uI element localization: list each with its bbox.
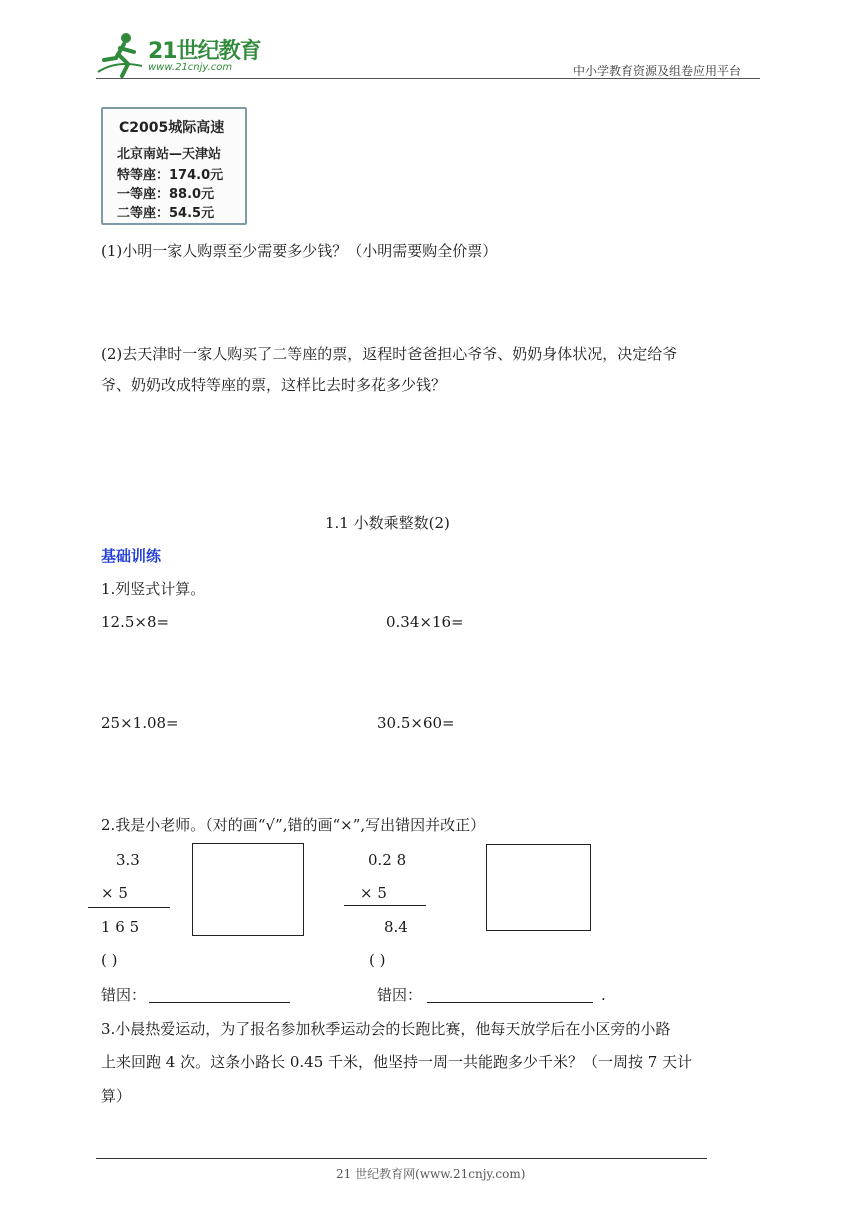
- q2-left-result: 1 6 5: [101, 918, 140, 936]
- ticket-train: C2005城际高速: [119, 120, 225, 136]
- train-ticket: [101, 107, 247, 225]
- q2-right-mul: × 5: [360, 884, 387, 902]
- section-subtitle: 基础训练: [101, 547, 162, 565]
- section-title: 1.1 小数乘整数(2): [325, 514, 450, 532]
- ticket-route: 北京南站—天津站: [117, 147, 222, 162]
- q2-prompt: 2.我是小老师。（对的画“√”,错的画“×”,写出错因并改正）: [101, 816, 486, 834]
- q2-end-dot: .: [601, 986, 606, 1004]
- q3-line3: 算）: [101, 1087, 132, 1105]
- q2-right-correction-box[interactable]: [486, 844, 591, 931]
- q2-left-error-label: 错因：: [101, 986, 147, 1004]
- q2-right-rule: [344, 905, 426, 906]
- runner-icon: [96, 30, 146, 78]
- logo: [96, 30, 266, 80]
- question-part-2-line2: 爷、奶奶改成特等座的票，这样比去时多花多少钱？: [101, 376, 447, 394]
- ticket-special: 特等座：174.0元: [117, 168, 224, 183]
- footer-text[interactable]: 21 世纪教育网(www.21cnjy.com): [336, 1167, 526, 1181]
- q2-right-top: 0.2 8: [368, 851, 407, 869]
- q2-right-result: 8.4: [384, 918, 408, 936]
- q2-left-judge[interactable]: ( ): [101, 951, 118, 969]
- question-part-2-line1: (2)去天津时一家人购买了二等座的票，返程时爸爸担心爷爷、奶奶身体状况，决定给爷: [101, 345, 678, 363]
- q1-expr-c: 25×1.08=: [101, 714, 179, 732]
- q2-right-error-blank[interactable]: [427, 1002, 593, 1003]
- q2-left-top: 3.3: [116, 851, 140, 869]
- q2-left-correction-box[interactable]: [192, 843, 304, 936]
- q2-right-judge[interactable]: ( ): [369, 951, 386, 969]
- question-part-1: (1)小明一家人购票至少需要多少钱？（小明需要购全价票）: [101, 242, 498, 260]
- ticket-second: 二等座：54.5元: [117, 206, 215, 221]
- q1-prompt: 1.列竖式计算。: [101, 580, 206, 598]
- q3-line1: 3.小晨热爱运动，为了报名参加秋季运动会的长跑比赛，他每天放学后在小区旁的小路: [101, 1020, 671, 1038]
- footer-divider: [96, 1158, 707, 1159]
- q1-expr-d: 30.5×60=: [377, 714, 455, 732]
- q2-left-rule: [88, 907, 170, 908]
- q2-left-error-blank[interactable]: [149, 1002, 290, 1003]
- q1-expr-a: 12.5×8=: [101, 613, 170, 631]
- q3-line2: 上来回跑 4 次。这条小路长 0.45 千米，他坚持一周一共能跑多少千米？（一周按 7 天计: [101, 1053, 693, 1071]
- ticket-first: 一等座：88.0元: [117, 187, 215, 202]
- q2-right-error-label: 错因：: [377, 986, 423, 1004]
- header-divider: [96, 78, 760, 79]
- logo-url: www.21cnjy.com: [148, 62, 233, 73]
- q2-left-mul: × 5: [101, 884, 128, 902]
- logo-text: 21世纪教育: [148, 39, 261, 64]
- q1-expr-b: 0.34×16=: [386, 613, 464, 631]
- platform-label: 中小学教育资源及组卷应用平台: [573, 64, 742, 78]
